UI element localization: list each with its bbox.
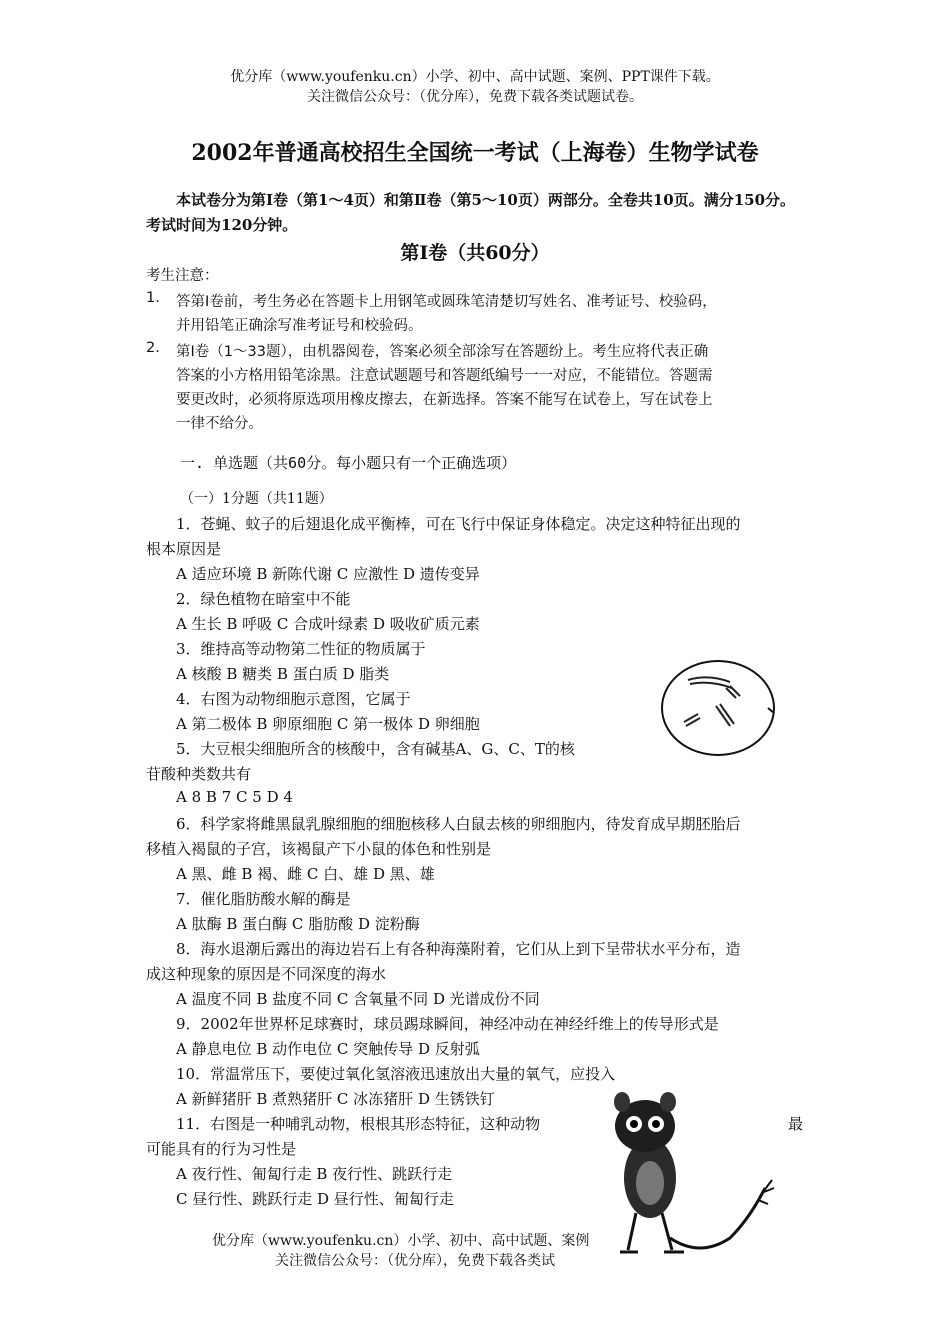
question-6-line-1: 6．科学家将雌黑鼠乳腺细胞的细胞核移人白鼠去核的卵细胞内，待发育成早期胚胎后	[176, 815, 741, 833]
question-1-line-1: 1．苍蝇、蚊子的后翅退化成平衡棒，可在飞行中保证身体稳定。决定这种特征出现的	[176, 515, 741, 533]
question-8-line-2: 成这种现象的原因是不同深度的海水	[146, 965, 387, 983]
question-11-options-2: C 昼行性、跳跃行走 D 昼行性、匍匐行走	[176, 1190, 454, 1208]
footer-line-2: 关注微信公众号：（优分库），免费下载各类试	[275, 1253, 555, 1269]
question-3-options: A 核酸 B 糖类 B 蛋白质 D 脂类	[176, 665, 390, 683]
chromosome-pair-bottom	[684, 704, 734, 726]
question-3: 3．维持高等动物第二性征的物质属于	[176, 640, 426, 658]
tarsier-legs	[620, 1213, 684, 1252]
question-7: 7．催化脂肪酸水解的酶是	[176, 890, 351, 908]
question-2: 2．绿色植物在暗室中不能	[176, 590, 351, 608]
chromosome-pair-top	[688, 677, 740, 698]
question-4: 4．右图为动物细胞示意图，它属于	[176, 690, 411, 708]
question-6-line-2: 移植入褐鼠的子宫，该褐鼠产下小鼠的体色和性别是	[146, 840, 492, 858]
question-9: 9．2002年世界杯足球赛时，球员踢球瞬间，神经冲动在神经纤维上的传导形式是	[176, 1015, 719, 1033]
animal-cell-diagram	[658, 658, 778, 758]
notice-label: 考生注意：	[146, 268, 219, 284]
section-single-choice: 一. 单选题（共60分。每小题只有一个正确选项）	[180, 454, 517, 472]
question-11-line-1: 11．右图是一种哺乳动物，根根其形态特征，这种动物	[176, 1115, 541, 1133]
tarsier-head	[614, 1092, 676, 1152]
question-11-line-1-end: 最	[788, 1115, 804, 1133]
question-11-line-2: 可能具有的行为习性是	[146, 1140, 297, 1158]
notice-item-2-line-1: 第Ⅰ卷（1～33题），由机器阅卷，答案必须全部涂写在答题纷上。考生应将代表正确	[176, 344, 709, 360]
exam-intro	[146, 188, 810, 238]
question-9-options: A 静息电位 B 动作电位 C 突触传导 D 反射弧	[176, 1040, 480, 1058]
question-1-line-2: 根本原因是	[146, 540, 222, 558]
intro-text: 本试卷分为第Ⅰ卷（第1～4页）和第Ⅱ卷（第5～10页）两部分。全卷共10页。满分150分。考试时间为120分钟。	[146, 191, 796, 234]
question-5-line-1: 5．大豆根尖细胞所含的核酸中，含有碱基A、G、C、T的核	[176, 740, 575, 758]
notice-item-1-line-1: 答第Ⅰ卷前，考生务必在答题卡上用钢笔或圆珠笔清楚切写姓名、准考证号、校验码，	[176, 294, 717, 310]
question-5-options: A 8 B 7 C 5 D 4	[176, 788, 293, 806]
header-line-1: 优分库（www.youfenku.cn）小学、初中、高中试题、案例、PPT课件下载。	[230, 69, 720, 85]
question-6-options: A 黑、雌 B 褐、雌 C 白、雄 D 黑、雄	[176, 865, 435, 883]
notice-item-2-line-3: 要更改时，必须将原选项用橡皮擦去，在新选择。答案不能写在试卷上，写在试卷上	[176, 392, 713, 408]
tarsier-tail	[670, 1180, 774, 1248]
exam-title: 2002年普通高校招生全国统一考试（上海卷）生物学试卷	[191, 140, 759, 166]
tarsier-illustration	[600, 1088, 775, 1260]
notice-item-2-line-2: 答案的小方格用铅笔涂黑。注意试题题号和答题纸编号一一对应，不能错位。答题需	[176, 368, 713, 384]
question-10: 10．常温常压下，要使过氧化氢溶液迅速放出大量的氧气，应投入	[176, 1065, 616, 1083]
question-4-options: A 第二极体 B 卵原细胞 C 第一极体 D 卵细胞	[176, 715, 480, 733]
notice-item-2-line-4: 一律不给分。	[176, 416, 263, 432]
question-7-options: A 肽酶 B 蛋白酶 C 脂肪酸 D 淀粉酶	[176, 915, 420, 933]
header-line-2: 关注微信公众号：（优分库），免费下载各类试题试卷。	[307, 89, 643, 105]
part-one-title: 第Ⅰ卷（共60分）	[400, 242, 550, 264]
question-8-options: A 温度不同 B 盐度不同 C 含氧量不同 D 光谱成份不同	[176, 990, 540, 1008]
question-11-options-1: A 夜行性、匍匐行走 B 夜行性、跳跃行走	[176, 1165, 453, 1183]
notice-item-1-line-2: 并用铅笔正确涂写准考证号和校验码。	[176, 318, 423, 334]
notice-item-2-num: 2.	[146, 340, 160, 356]
question-1-options: A 适应环境 B 新陈代谢 C 应激性 D 遗传变异	[176, 565, 480, 583]
subsection-one-point: （一）1分题（共11题）	[180, 491, 333, 507]
notice-item-1-num: 1.	[146, 290, 160, 306]
footer-line-1: 优分库（www.youfenku.cn）小学、初中、高中试题、案例	[212, 1233, 590, 1249]
question-5-line-2: 苷酸种类数共有	[146, 765, 252, 783]
question-2-options: A 生长 B 呼吸 C 合成叶绿素 D 吸收矿质元素	[176, 615, 480, 633]
question-8-line-1: 8．海水退潮后露出的海边岩石上有各种海藻附着，它们从上到下呈带状水平分布，造	[176, 940, 741, 958]
question-10-options: A 新鲜猪肝 B 煮熟猪肝 C 冰冻猪肝 D 生锈铁钉	[176, 1090, 495, 1108]
